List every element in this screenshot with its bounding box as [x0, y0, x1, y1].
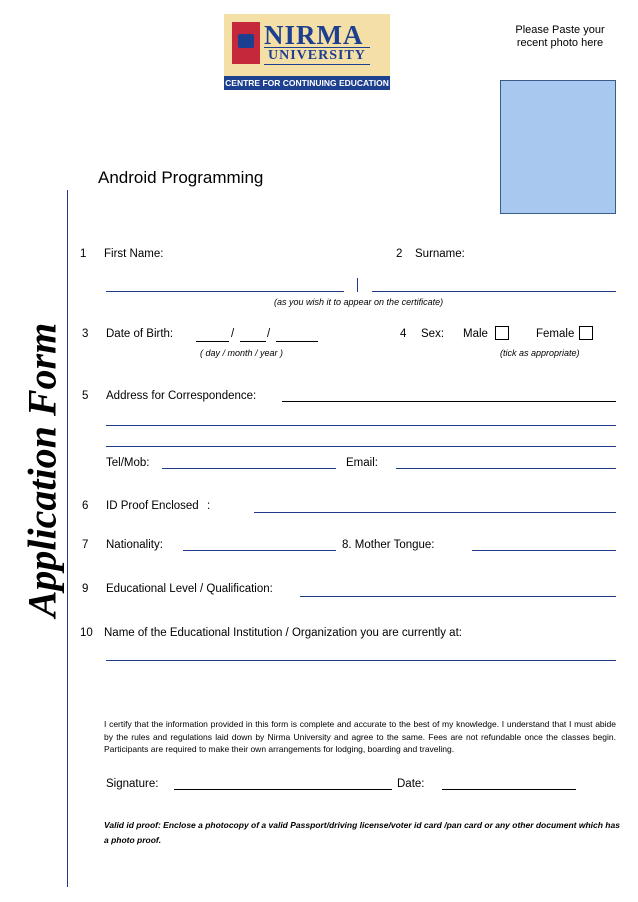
surname-label: Surname: [415, 248, 465, 260]
logo-emblem-inner [238, 34, 254, 48]
dob-slash-2: / [267, 328, 271, 340]
name-separator [357, 278, 358, 292]
certification-text: I certify that the information provided in this form is complete and accurate to the best of my knowledge. I understand that I must abide by the rules and regulations laid down by Nirma University and agree to the same. Fees are not refundable once the classes begin. Participants are required to make their own arrangements for lodging, boarding and traveling. [104, 719, 616, 754]
dob-day-line[interactable] [196, 341, 229, 342]
signature-label: Signature: [106, 778, 159, 790]
dob-hint: ( day / month / year ) [200, 348, 284, 358]
dob-slash-1: / [231, 328, 235, 340]
logo-name: NIRMA [264, 20, 364, 50]
field-number-1: 1 [80, 248, 87, 260]
field-number-2: 2 [396, 248, 403, 260]
side-rule [67, 190, 68, 887]
field-number-4: 4 [400, 328, 407, 340]
field-number-5: 5 [82, 390, 89, 402]
field-number-10: 10 [80, 627, 93, 639]
photo-box[interactable] [500, 80, 616, 214]
logo-subtitle: UNIVERSITY [264, 47, 370, 65]
email-label: Email: [346, 457, 378, 469]
first-name-label: First Name: [104, 248, 164, 260]
dob-month-line[interactable] [240, 341, 266, 342]
male-checkbox[interactable] [495, 326, 509, 340]
tick-note: (tick as appropriate) [500, 348, 580, 358]
dob-year-line[interactable] [276, 341, 318, 342]
female-label: Female [536, 328, 575, 340]
tel-label: Tel/Mob: [106, 457, 150, 469]
certificate-note: (as you wish it to appear on the certificate) [274, 297, 444, 307]
address-line-2[interactable] [106, 425, 616, 426]
nationality-line[interactable] [183, 550, 336, 551]
field-number-6: 6 [82, 500, 89, 512]
id-proof-line[interactable] [254, 512, 616, 513]
address-label: Address for Correspondence: [106, 390, 257, 402]
date-line[interactable] [442, 789, 576, 790]
institution-line[interactable] [106, 660, 616, 661]
mother-tongue-line[interactable] [472, 550, 616, 551]
course-title: Android Programming [98, 168, 264, 187]
field-number-7: 7 [82, 539, 89, 551]
logo-band: CENTRE FOR CONTINUING EDUCATION [225, 78, 389, 88]
male-label: Male [463, 328, 488, 340]
mother-tongue-label: 8. Mother Tongue: [342, 539, 435, 551]
sex-label: Sex: [421, 328, 445, 340]
field-number-3: 3 [82, 328, 89, 340]
id-proof-colon: : [207, 500, 211, 512]
id-proof-label: ID Proof Enclosed [106, 500, 199, 512]
tel-line[interactable] [162, 468, 336, 469]
photo-instruction: Please Paste your recent photo here [515, 24, 605, 49]
field-number-9: 9 [82, 583, 89, 595]
side-title: Application Form [19, 322, 65, 618]
address-line-3[interactable] [106, 446, 616, 447]
education-line[interactable] [300, 596, 616, 597]
address-line-1[interactable] [282, 401, 616, 402]
institution-label: Name of the Educational Institution / Organization you are currently at: [104, 627, 462, 639]
date-label: Date: [397, 778, 425, 790]
surname-line[interactable] [372, 291, 616, 292]
signature-line[interactable] [174, 789, 392, 790]
education-label: Educational Level / Qualification: [106, 583, 273, 595]
dob-label: Date of Birth: [106, 328, 174, 340]
email-line[interactable] [396, 468, 616, 469]
nationality-label: Nationality: [106, 539, 163, 551]
valid-proof-note: Valid id proof: Enclose a photocopy of a valid Passport/driving license/voter id card /pan card or any other document which has a photo proof. [104, 820, 620, 845]
female-checkbox[interactable] [579, 326, 593, 340]
first-name-line[interactable] [106, 291, 344, 292]
